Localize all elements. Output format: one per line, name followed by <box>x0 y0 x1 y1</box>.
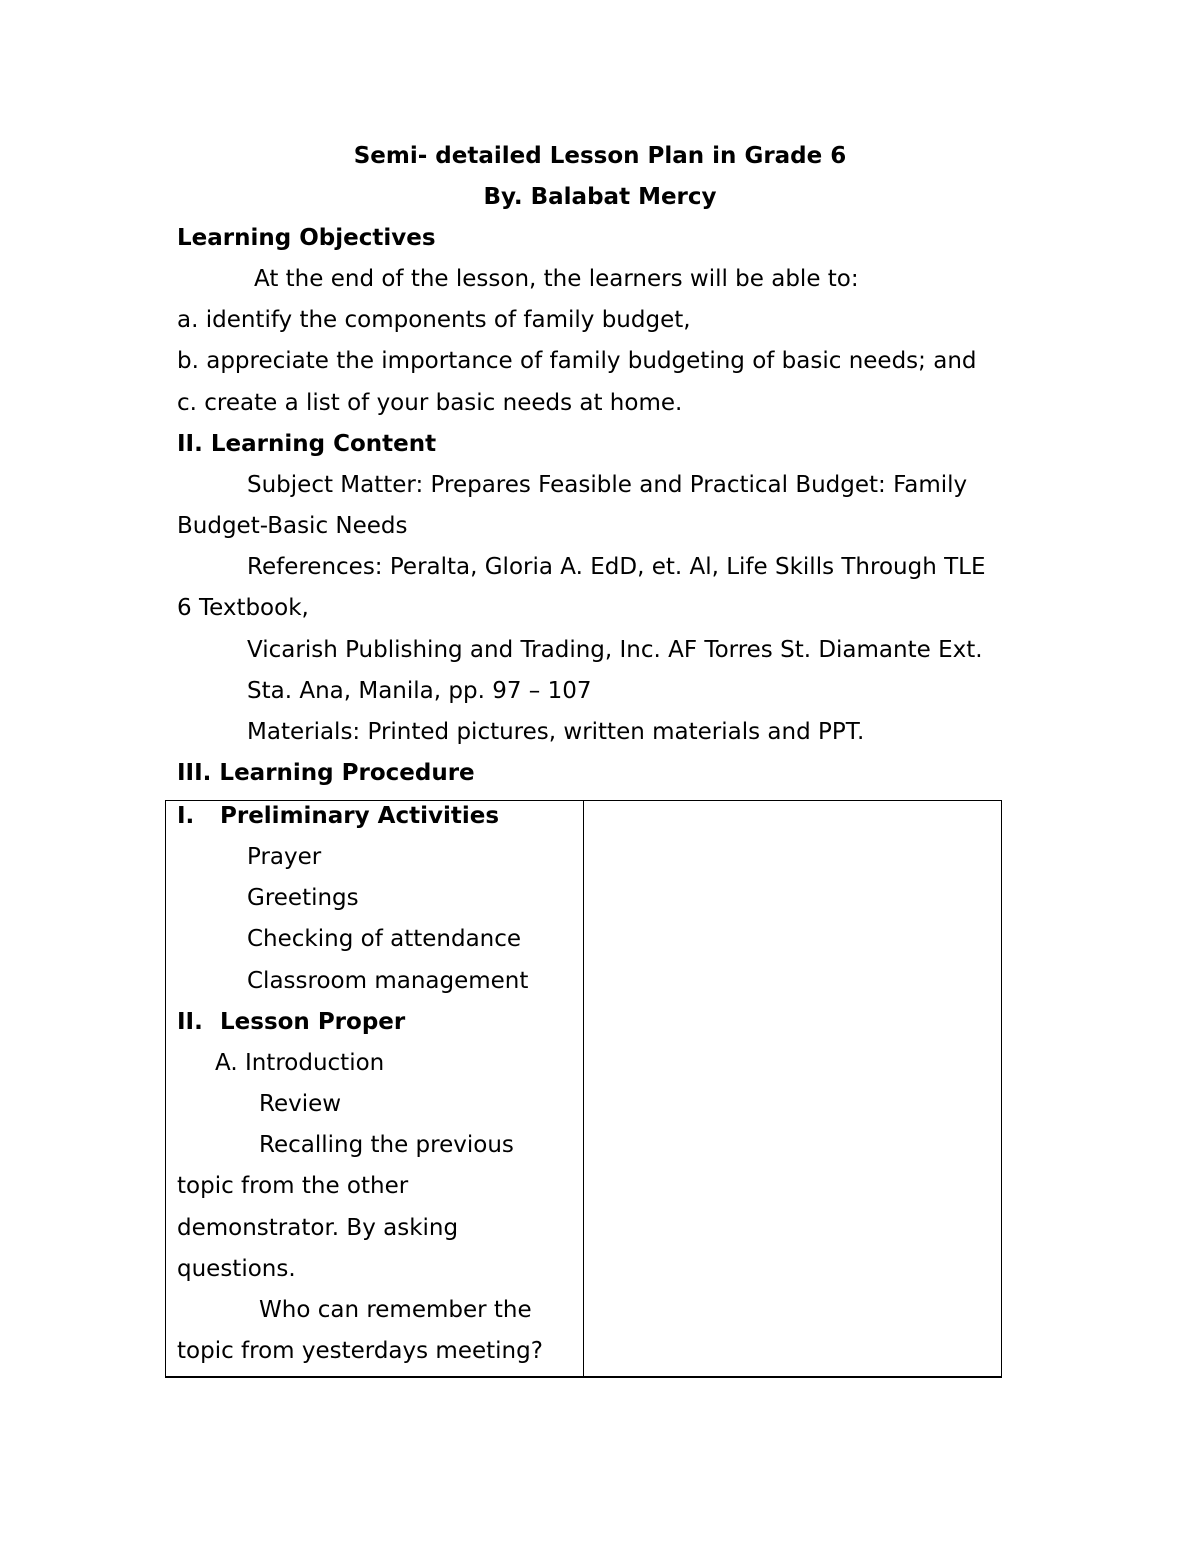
lesson-proper-numeral: II. <box>177 1009 203 1035</box>
review-label: Review <box>259 1091 342 1117</box>
procedure-heading: III. Learning Procedure <box>177 760 475 786</box>
preliminary-numeral: I. <box>177 803 195 829</box>
subject-matter-line1: Subject Matter: Prepares Feasible and Practical Budget: Family <box>247 472 968 498</box>
procedure-activities-cell <box>166 801 584 1378</box>
objective-item-c: c. create a list of your basic needs at home. <box>177 390 683 416</box>
recall-line3: demonstrator. By asking <box>177 1215 459 1241</box>
list-item: Prayer <box>247 844 322 870</box>
procedure-table <box>165 800 1002 1378</box>
publisher-line1: Vicarish Publishing and Trading, Inc. AF Torres St. Diamante Ext. <box>247 637 983 663</box>
content-heading: II. Learning Content <box>177 431 437 457</box>
objectives-heading: Learning Objectives <box>177 225 436 251</box>
list-item: Classroom management <box>247 968 529 994</box>
references-line1: References: Peralta, Gloria A. EdD, et. Al, Life Skills Through TLE <box>247 554 986 580</box>
question-line2: topic from yesterdays meeting? <box>177 1338 543 1364</box>
preliminary-heading: Preliminary Activities <box>220 803 500 829</box>
question-line1: Who can remember the <box>259 1297 532 1323</box>
objectives-intro: At the end of the lesson, the learners will be able to: <box>254 266 859 292</box>
recall-line1: Recalling the previous <box>259 1132 514 1158</box>
recall-line4: questions. <box>177 1256 296 1282</box>
table-row <box>166 801 1002 1378</box>
recall-line2: topic from the other <box>177 1173 409 1199</box>
publisher-line2: Sta. Ana, Manila, pp. 97 – 107 <box>247 678 592 704</box>
lesson-proper-heading: Lesson Proper <box>220 1009 406 1035</box>
list-item: Checking of attendance <box>247 926 522 952</box>
list-item: Greetings <box>247 885 359 911</box>
materials-line: Materials: Printed pictures, written materials and PPT. <box>247 719 865 745</box>
introduction-heading: A. Introduction <box>215 1050 385 1076</box>
objective-item-a: a. identify the components of family budget, <box>177 307 691 333</box>
references-line2: 6 Textbook, <box>177 595 309 621</box>
subject-matter-line2: Budget-Basic Needs <box>177 513 408 539</box>
document-title: Semi- detailed Lesson Plan in Grade 6 <box>353 143 847 169</box>
document-author: By. Balabat Mercy <box>483 184 717 210</box>
objective-item-b: b. appreciate the importance of family budgeting of basic needs; and <box>177 348 977 374</box>
procedure-responses-cell <box>584 801 1002 1378</box>
